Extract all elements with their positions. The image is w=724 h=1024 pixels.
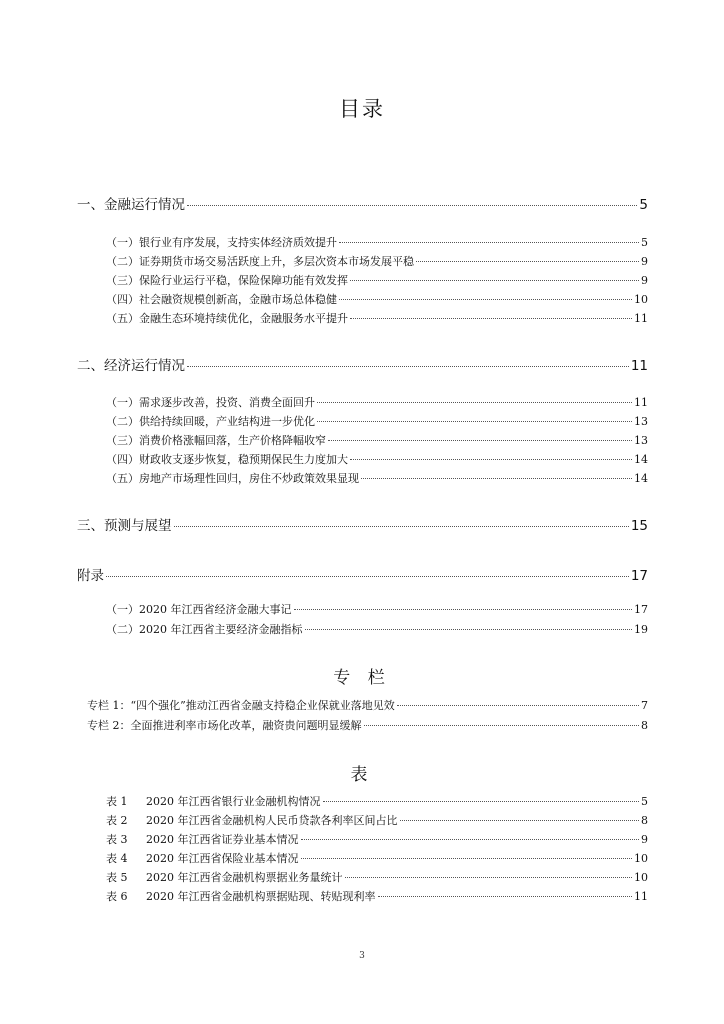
table-number: 表 3 bbox=[106, 833, 128, 846]
toc-item-label: （一）需求逐步改善，投资、消费全面回升 bbox=[106, 396, 315, 409]
toc-item-label bbox=[106, 869, 343, 885]
toc-chapter-label: 二、经济运行情况 bbox=[77, 358, 185, 374]
toc-page-number: 11 bbox=[634, 890, 648, 903]
toc-table-3[interactable] bbox=[106, 831, 648, 847]
columns-section-title: 专 栏 bbox=[333, 668, 391, 688]
toc-page-number: 8 bbox=[641, 814, 648, 827]
toc-chapter-label: 附录 bbox=[77, 568, 104, 584]
toc-leader-dots bbox=[328, 440, 632, 441]
toc-item-label: （四）社会融资规模创新高，金融市场总体稳健 bbox=[106, 293, 337, 306]
toc-item-2-5[interactable] bbox=[106, 470, 648, 486]
toc-item-label bbox=[106, 812, 398, 828]
toc-item-label: （三）保险行业运行平稳，保险保障功能有效发挥 bbox=[106, 274, 348, 287]
toc-chapter-3[interactable] bbox=[77, 514, 648, 534]
toc-page-number: 11 bbox=[634, 396, 648, 409]
toc-leader-dots bbox=[378, 896, 633, 897]
toc-item-label: （二）证券期货市场交易活跃度上升，多层次资本市场发展平稳 bbox=[106, 255, 414, 268]
toc-appendix[interactable] bbox=[77, 564, 648, 584]
toc-item-2-4[interactable] bbox=[106, 451, 648, 467]
toc-table-5[interactable] bbox=[106, 869, 648, 885]
toc-table-4[interactable] bbox=[106, 850, 648, 866]
toc-item-1-4[interactable] bbox=[106, 291, 648, 307]
toc-chapter-2[interactable] bbox=[77, 354, 648, 374]
toc-item-2-2[interactable] bbox=[106, 413, 648, 429]
toc-leader-dots bbox=[397, 705, 639, 706]
toc-item-label: （五）金融生态环境持续优化，金融服务水平提升 bbox=[106, 312, 348, 325]
toc-page-number: 15 bbox=[630, 518, 648, 534]
toc-page-number: 5 bbox=[641, 236, 648, 249]
table-number: 表 4 bbox=[106, 852, 128, 865]
toc-chapter-label: 一、金融运行情况 bbox=[77, 197, 185, 213]
toc-item-appendix-1[interactable] bbox=[106, 601, 648, 617]
toc-leader-dots bbox=[323, 801, 640, 802]
toc-leader-dots bbox=[361, 478, 632, 479]
toc-leader-dots bbox=[350, 459, 632, 460]
toc-item-label: （三）消费价格涨幅回落，生产价格降幅收窄 bbox=[106, 434, 326, 447]
table-number: 表 2 bbox=[106, 814, 128, 827]
toc-leader-dots bbox=[294, 609, 633, 610]
toc-page-number: 8 bbox=[641, 719, 648, 732]
toc-page-number: 5 bbox=[639, 197, 648, 213]
toc-page-number: 5 bbox=[641, 795, 648, 808]
toc-page-number: 10 bbox=[634, 293, 648, 306]
toc-item-label bbox=[106, 793, 321, 809]
toc-page-number: 13 bbox=[634, 415, 648, 428]
toc-item-label: （二）供给持续回暖，产业结构进一步优化 bbox=[106, 415, 315, 428]
toc-page-number: 7 bbox=[641, 699, 648, 712]
toc-page-number: 9 bbox=[641, 833, 648, 846]
toc-leader-dots bbox=[317, 402, 632, 403]
toc-leader-dots bbox=[305, 629, 633, 630]
toc-page-number: 11 bbox=[634, 312, 648, 325]
table-title: 2020 年江西省银行业金融机构情况 bbox=[146, 795, 321, 808]
toc-leader-dots bbox=[317, 421, 632, 422]
toc-item-label: （四）财政收支逐步恢复，稳预期保民生力度加大 bbox=[106, 453, 348, 466]
toc-column-2[interactable] bbox=[87, 717, 648, 733]
toc-leader-dots bbox=[339, 242, 639, 243]
toc-item-label: （二）2020 年江西省主要经济金融指标 bbox=[106, 623, 303, 636]
table-title: 2020 年江西省保险业基本情况 bbox=[146, 852, 299, 865]
toc-table-6[interactable] bbox=[106, 888, 648, 904]
toc-page-number: 17 bbox=[630, 568, 648, 584]
toc-column-1[interactable] bbox=[87, 697, 648, 713]
toc-item-label bbox=[106, 850, 299, 866]
toc-item-label: 专栏 2：全面推进利率市场化改革，融资贵问题明显缓解 bbox=[87, 719, 362, 732]
toc-page-number: 10 bbox=[634, 871, 648, 884]
toc-leader-dots bbox=[339, 299, 632, 300]
toc-page-number: 14 bbox=[634, 453, 648, 466]
table-number: 表 1 bbox=[106, 795, 128, 808]
toc-leader-dots bbox=[400, 820, 640, 821]
toc-leader-dots bbox=[416, 261, 639, 262]
toc-leader-dots bbox=[174, 526, 629, 527]
toc-item-2-1[interactable] bbox=[106, 394, 648, 410]
toc-item-1-1[interactable] bbox=[106, 234, 648, 250]
toc-item-appendix-2[interactable] bbox=[106, 621, 648, 637]
table-title: 2020 年江西省金融机构票据贴现、转贴现利率 bbox=[146, 890, 376, 903]
toc-leader-dots bbox=[364, 725, 640, 726]
table-title: 2020 年江西省金融机构人民币贷款各利率区间占比 bbox=[146, 814, 398, 827]
toc-leader-dots bbox=[301, 858, 633, 859]
toc-item-label: （一）2020 年江西省经济金融大事记 bbox=[106, 603, 292, 616]
table-title: 2020 年江西省证券业基本情况 bbox=[146, 833, 299, 846]
table-number: 表 5 bbox=[106, 871, 128, 884]
toc-leader-dots bbox=[350, 318, 632, 319]
toc-item-label bbox=[106, 831, 299, 847]
toc-page-number: 19 bbox=[634, 623, 648, 636]
toc-page-number: 17 bbox=[634, 603, 648, 616]
toc-page-number: 9 bbox=[641, 255, 648, 268]
toc-page-number: 10 bbox=[634, 852, 648, 865]
page-title: 目录 bbox=[339, 97, 385, 121]
toc-leader-dots bbox=[187, 366, 629, 367]
toc-chapter-1[interactable] bbox=[77, 193, 648, 213]
page-number: 3 bbox=[359, 951, 365, 961]
toc-page-number: 11 bbox=[630, 358, 648, 374]
tables-section-title: 表 bbox=[350, 765, 374, 785]
toc-item-1-5[interactable] bbox=[106, 310, 648, 326]
table-number: 表 6 bbox=[106, 890, 128, 903]
toc-chapter-label: 三、预测与展望 bbox=[77, 518, 172, 534]
toc-leader-dots bbox=[345, 877, 633, 878]
toc-table-1[interactable] bbox=[106, 793, 648, 809]
toc-page-number: 9 bbox=[641, 274, 648, 287]
toc-item-1-2[interactable] bbox=[106, 253, 648, 269]
toc-leader-dots bbox=[106, 576, 629, 577]
table-title: 2020 年江西省金融机构票据业务量统计 bbox=[146, 871, 343, 884]
toc-leader-dots bbox=[301, 839, 640, 840]
toc-item-2-3[interactable] bbox=[106, 432, 648, 448]
toc-page-number: 14 bbox=[634, 472, 648, 485]
toc-leader-dots bbox=[350, 280, 639, 281]
toc-item-label: 专栏 1：“四个强化”推动江西省金融支持稳企业保就业落地见效 bbox=[87, 699, 395, 712]
toc-item-label bbox=[106, 888, 376, 904]
toc-page-number: 13 bbox=[634, 434, 648, 447]
toc-item-label: （一）银行业有序发展，支持实体经济质效提升 bbox=[106, 236, 337, 249]
toc-item-label: （五）房地产市场理性回归，房住不炒政策效果显现 bbox=[106, 472, 359, 485]
toc-leader-dots bbox=[187, 205, 637, 206]
toc-table-2[interactable] bbox=[106, 812, 648, 828]
toc-item-1-3[interactable] bbox=[106, 272, 648, 288]
